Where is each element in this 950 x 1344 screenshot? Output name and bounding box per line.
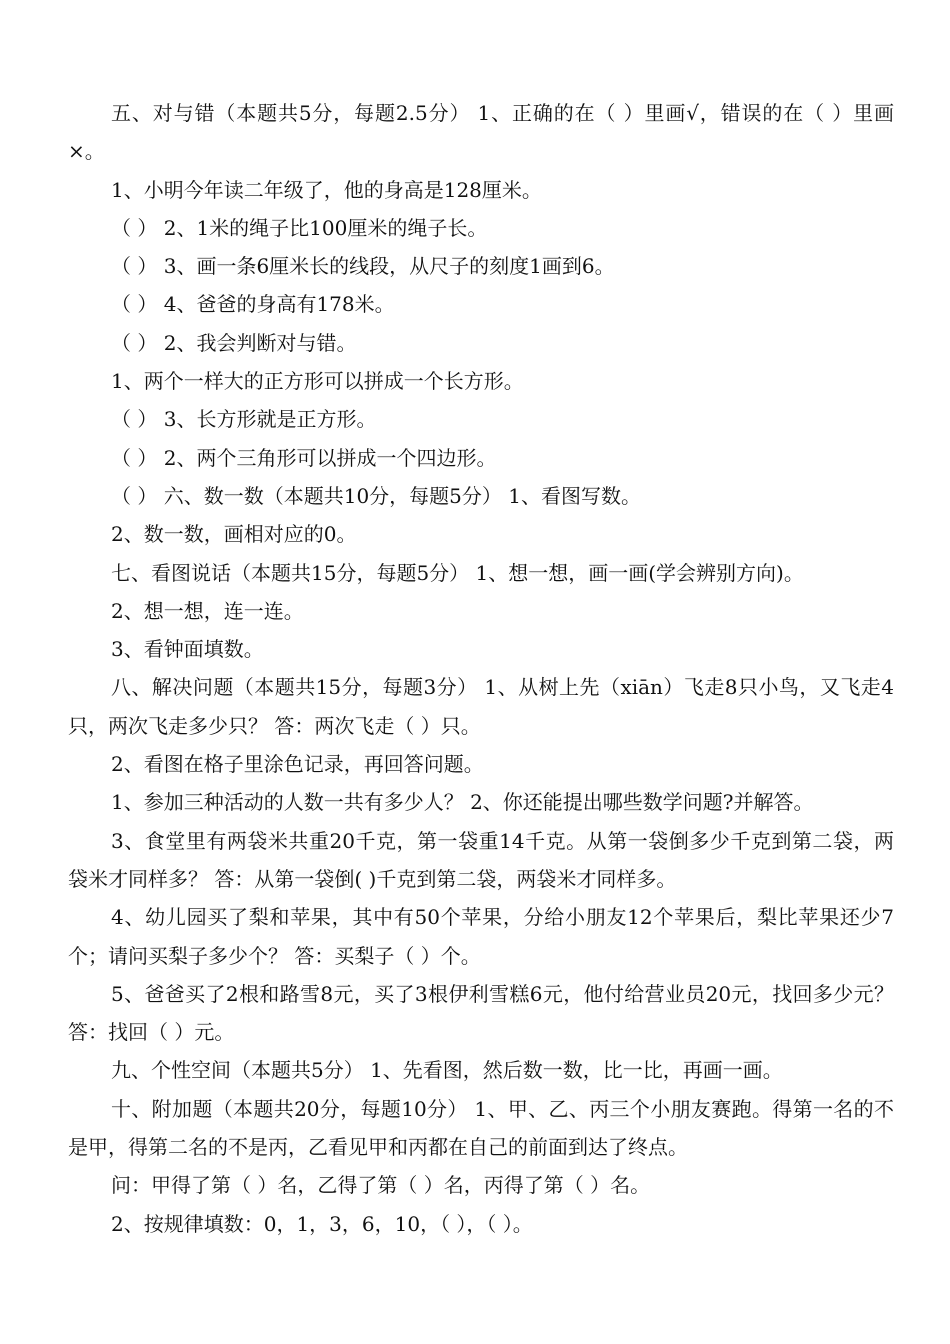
question-paragraph: 3、食堂里有两袋米共重20千克，第一袋重14千克。从第一袋倒多少千克到第二袋，两袋米才同样多？ 答：从第一袋倒( )千克到第二袋，两袋米才同样多。 <box>68 828 894 891</box>
question-line: 1、小明今年读二年级了，他的身高是128厘米。 <box>111 177 542 202</box>
question-line: 1、两个一样大的正方形可以拼成一个长方形。 <box>111 369 524 394</box>
question-paragraph: 5、爸爸买了2根和路雪8元，买了3根伊利雪糕6元，他付给营业员20元，找回多少元？ 答：找回（ ）元。 <box>68 981 894 1045</box>
question-line: （ ） 2、我会判断对与错。 <box>111 330 357 355</box>
section-7-heading: 七、看图说话（本题共15分，每题5分） 1、想一想，画一画(学会辨别方向)。 <box>111 560 804 585</box>
section-6-heading: （ ） 六、数一数（本题共10分，每题5分） 1、看图写数。 <box>111 483 641 508</box>
question-paragraph: 4、幼儿园买了梨和苹果，其中有50个苹果，分给小朋友12个苹果后，梨比苹果还少7个；请问买梨子多少个？ 答：买梨子（ ）个。 <box>68 905 894 968</box>
question-line: （ ） 2、1米的绳子比100厘米的绳子长。 <box>111 215 488 240</box>
question-line: 1、参加三种活动的人数一共有多少人？ 2、你还能提出哪些数学问题?并解答。 <box>111 790 814 815</box>
section-5-heading: 五、对与错（本题共5分，每题2.5分） 1、正确的在（ ）里画√，错误的在（ ）里画×。 <box>68 101 894 164</box>
section-10-heading: 十、附加题（本题共20分，每题10分） 1、甲、乙、丙三个小朋友赛跑。得第一名的不是甲，得第二名的不是丙，乙看见甲和丙都在自己的前面到达了终点。 <box>68 1096 894 1160</box>
question-line: 问：甲得了第（ ）名，乙得了第（ ）名，丙得了第（ ）名。 <box>111 1173 651 1198</box>
question-line: （ ） 4、爸爸的身高有178米。 <box>111 292 395 317</box>
document-body <box>68 94 894 1243</box>
section-8-heading: 八、解决问题（本题共15分，每题3分） 1、从树上先（xiān）飞走8只小鸟，又飞走4只，两次飞走多少只？ 答：两次飞走（ ）只。 <box>68 675 894 738</box>
question-line: （ ） 3、长方形就是正方形。 <box>111 407 377 432</box>
question-line: 2、看图在格子里涂色记录，再回答问题。 <box>111 752 484 777</box>
section-9-heading: 九、个性空间（本题共5分） 1、先看图，然后数一数，比一比，再画一画。 <box>111 1058 783 1083</box>
question-line: （ ） 2、两个三角形可以拼成一个四边形。 <box>111 445 497 470</box>
question-line: 2、按规律填数：0，1，3，6，10，（ ），（ ）。 <box>111 1211 533 1236</box>
question-line: 2、数一数，画相对应的0。 <box>111 522 357 547</box>
question-line: （ ） 3、画一条6厘米长的线段，从尺子的刻度1画到6。 <box>111 254 615 279</box>
question-line: 2、想一想，连一连。 <box>111 598 304 623</box>
question-line: 3、看钟面填数。 <box>111 637 264 662</box>
